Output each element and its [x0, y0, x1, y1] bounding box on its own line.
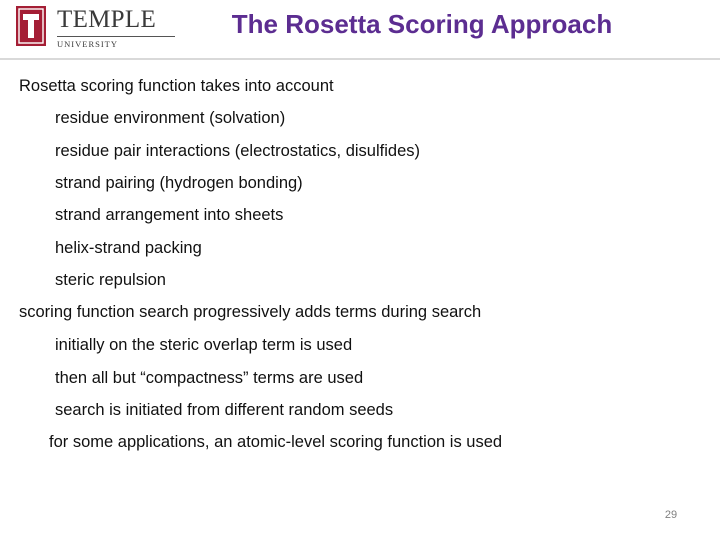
temple-university-logo — [16, 6, 176, 48]
temple-t-logo-icon — [16, 6, 46, 46]
page-number: 29 — [664, 509, 678, 521]
body-line-10: then all but “compactness” terms are used — [55, 369, 364, 387]
body-line-1: Rosetta scoring function takes into account — [19, 77, 334, 95]
body-line-11: search is initiated from different random seeds — [55, 401, 394, 419]
body-line-7: steric repulsion — [55, 271, 166, 289]
slide-title: The Rosetta Scoring Approach — [231, 9, 613, 39]
body-line-12: for some applications, an atomic-level scoring function is used — [49, 433, 503, 451]
logo-divider — [57, 36, 175, 37]
body-line-5: strand arrangement into sheets — [55, 206, 284, 224]
logo-subtitle: UNIVERSITY — [57, 39, 118, 49]
body-line-3: residue pair interactions (electrostatics, disulfides) — [55, 142, 420, 160]
body-line-8: scoring function search progressively adds terms during search — [19, 303, 482, 321]
body-line-9: initially on the steric overlap term is used — [55, 336, 353, 354]
header-divider — [0, 58, 720, 60]
logo-wordmark: TEMPLE — [57, 6, 157, 33]
body-line-2: residue environment (solvation) — [55, 109, 286, 127]
body-line-6: helix-strand packing — [55, 239, 202, 257]
body-line-4: strand pairing (hydrogen bonding) — [55, 174, 303, 192]
